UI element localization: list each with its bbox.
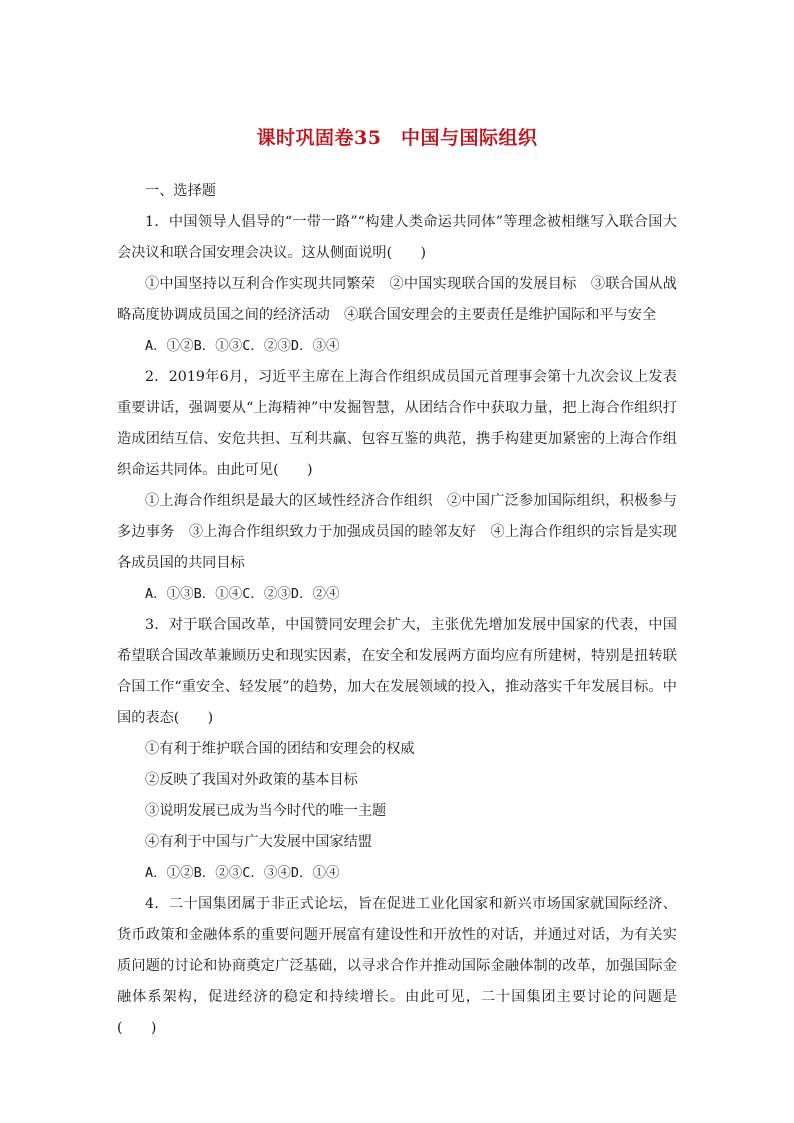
- question-2-stem: 2．2019年6月，习近平主席在上海合作组织成员国元首理事会第十九次会议上发表重要讲话，强调要从“上海精神”中发掘智慧，从团结合作中获取力量，把上海合作组织打造成团结互信、安危共担、互利共赢、包容互鉴的典范，携手构建更加紧密的上海合作组织命运共同体。由此可见( ): [117, 369, 677, 478]
- question-3-stem: 3．对于联合国改革，中国赞同安理会扩大，主张优先增加发展中国家的代表，中国希望联合国改革兼顾历史和现实因素，在安全和发展两方面均应有所建树，特别是扭转联合国工作“重安全、轻发展”的趋势，加大在发展领域的投入，推动落实千年发展目标。中国的表态( ): [117, 617, 677, 726]
- question-3-option-3: ③说明发展已成为当今时代的唯一主题: [145, 803, 387, 819]
- section-heading: 一、选择题: [145, 183, 216, 199]
- question-3-answers: A．①②B．②③C．③④D．①④: [145, 865, 340, 881]
- question-2-answers: A．①③B．①④C．②③D．②④: [145, 586, 340, 602]
- question-2-options: ①上海合作组织是最大的区域性经济合作组织 ②中国广泛参加国际组织，积极参与多边事务 ③上海合作组织致力于加强成员国的睦邻友好 ④上海合作组织的宗旨是实现各成员国的共同目标: [117, 493, 677, 571]
- page-title: 课时巩固卷35 中国与国际组织: [256, 127, 538, 149]
- question-1-answers: A．①②B．①③C．②③D．③④: [145, 338, 340, 354]
- question-4-stem: 4．二十国集团属于非正式论坛，旨在促进工业化国家和新兴市场国家就国际经济、货币政策和金融体系的重要问题开展富有建设性和开放性的对话，并通过对话，为有关实质问题的讨论和协商奠定广泛基础，以寻求合作并推动国际金融体制的改革，加强国际金融体系架构，促进经济的稳定和持续增长。由此可见，二十国集团主要讨论的问题是( ): [117, 896, 677, 1036]
- question-3-option-2: ②反映了我国对外政策的基本目标: [145, 772, 358, 788]
- question-3-option-1: ①有利于维护联合国的团结和安理会的权威: [145, 741, 415, 757]
- question-1-options: ①中国坚持以互利合作实现共同繁荣 ②中国实现联合国的发展目标 ③联合国从战略高度协调成员国之间的经济活动 ④联合国安理会的主要责任是维护国际和平与安全: [117, 276, 677, 323]
- document-body: [117, 176, 677, 1044]
- question-1-stem: 1．中国领导人倡导的“一带一路”“构建人类命运共同体”等理念被相继写入联合国大会决议和联合国安理会决议。这从侧面说明( ): [117, 214, 677, 261]
- question-3-option-4: ④有利于中国与广大发展中国家结盟: [145, 834, 373, 850]
